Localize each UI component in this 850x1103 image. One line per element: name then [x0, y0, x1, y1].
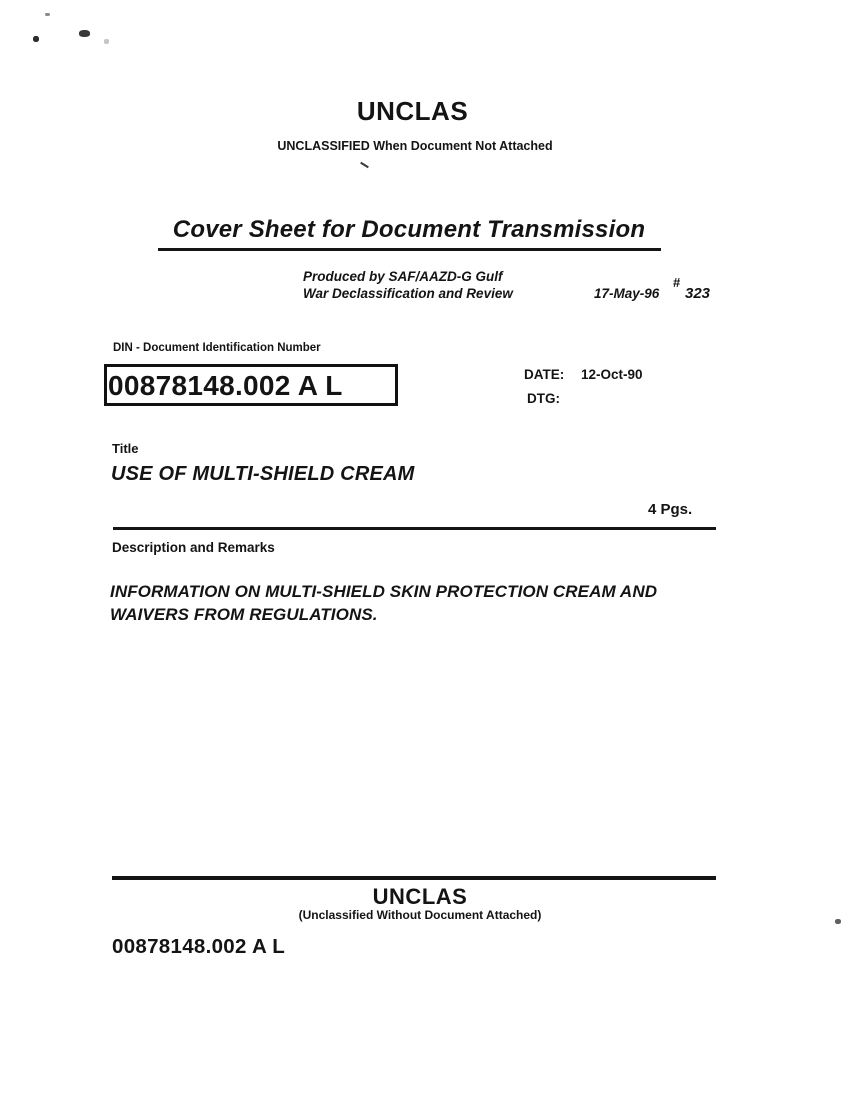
document-title: USE OF MULTI-SHIELD CREAM: [111, 463, 415, 485]
header-classification: UNCLAS: [356, 96, 469, 126]
page-count: 4 Pgs.: [648, 501, 693, 518]
scan-speck: [45, 13, 50, 16]
description-label: Description and Remarks: [112, 540, 275, 555]
produced-date: 17-May-96: [594, 286, 660, 301]
pen-tick-mark: [360, 162, 369, 168]
footer-din-value: 00878148.002 A L: [112, 935, 286, 958]
title-label: Title: [112, 441, 139, 456]
doc-number-symbol: #: [673, 275, 681, 290]
produced-by-line1: Produced by SAF/AAZD-G Gulf: [303, 269, 503, 284]
din-box: [104, 364, 398, 406]
page-title-underline: [158, 248, 661, 251]
produced-by-line2: War Declassification and Review: [303, 285, 513, 301]
scan-speck: [79, 30, 90, 37]
footer-classification-note: (Unclassified Without Document Attached): [298, 908, 542, 922]
produced-by-block: [303, 269, 513, 302]
footer-classification: UNCLAS: [372, 884, 468, 909]
scan-speck: [104, 39, 109, 44]
horizontal-rule-top: [113, 527, 716, 530]
dtg-label: DTG:: [527, 391, 560, 406]
din-label: DIN - Document Identification Number: [113, 342, 321, 354]
din-value: 00878148.002 A L: [108, 370, 343, 401]
date-label: DATE:: [524, 367, 565, 382]
horizontal-rule-bottom: [112, 876, 716, 880]
header-classification-note: UNCLASSIFIED When Document Not Attached: [277, 139, 553, 153]
scan-speck: [33, 36, 39, 42]
page-title: Cover Sheet for Document Transmission: [172, 216, 646, 243]
description-text: INFORMATION ON MULTI-SHIELD SKIN PROTECTION CREAM AND WAIVERS FROM REGULATIONS.: [110, 582, 658, 624]
date-value: 12-Oct-90: [581, 367, 643, 382]
doc-number: 323: [685, 285, 711, 302]
scan-speck: [835, 919, 841, 924]
